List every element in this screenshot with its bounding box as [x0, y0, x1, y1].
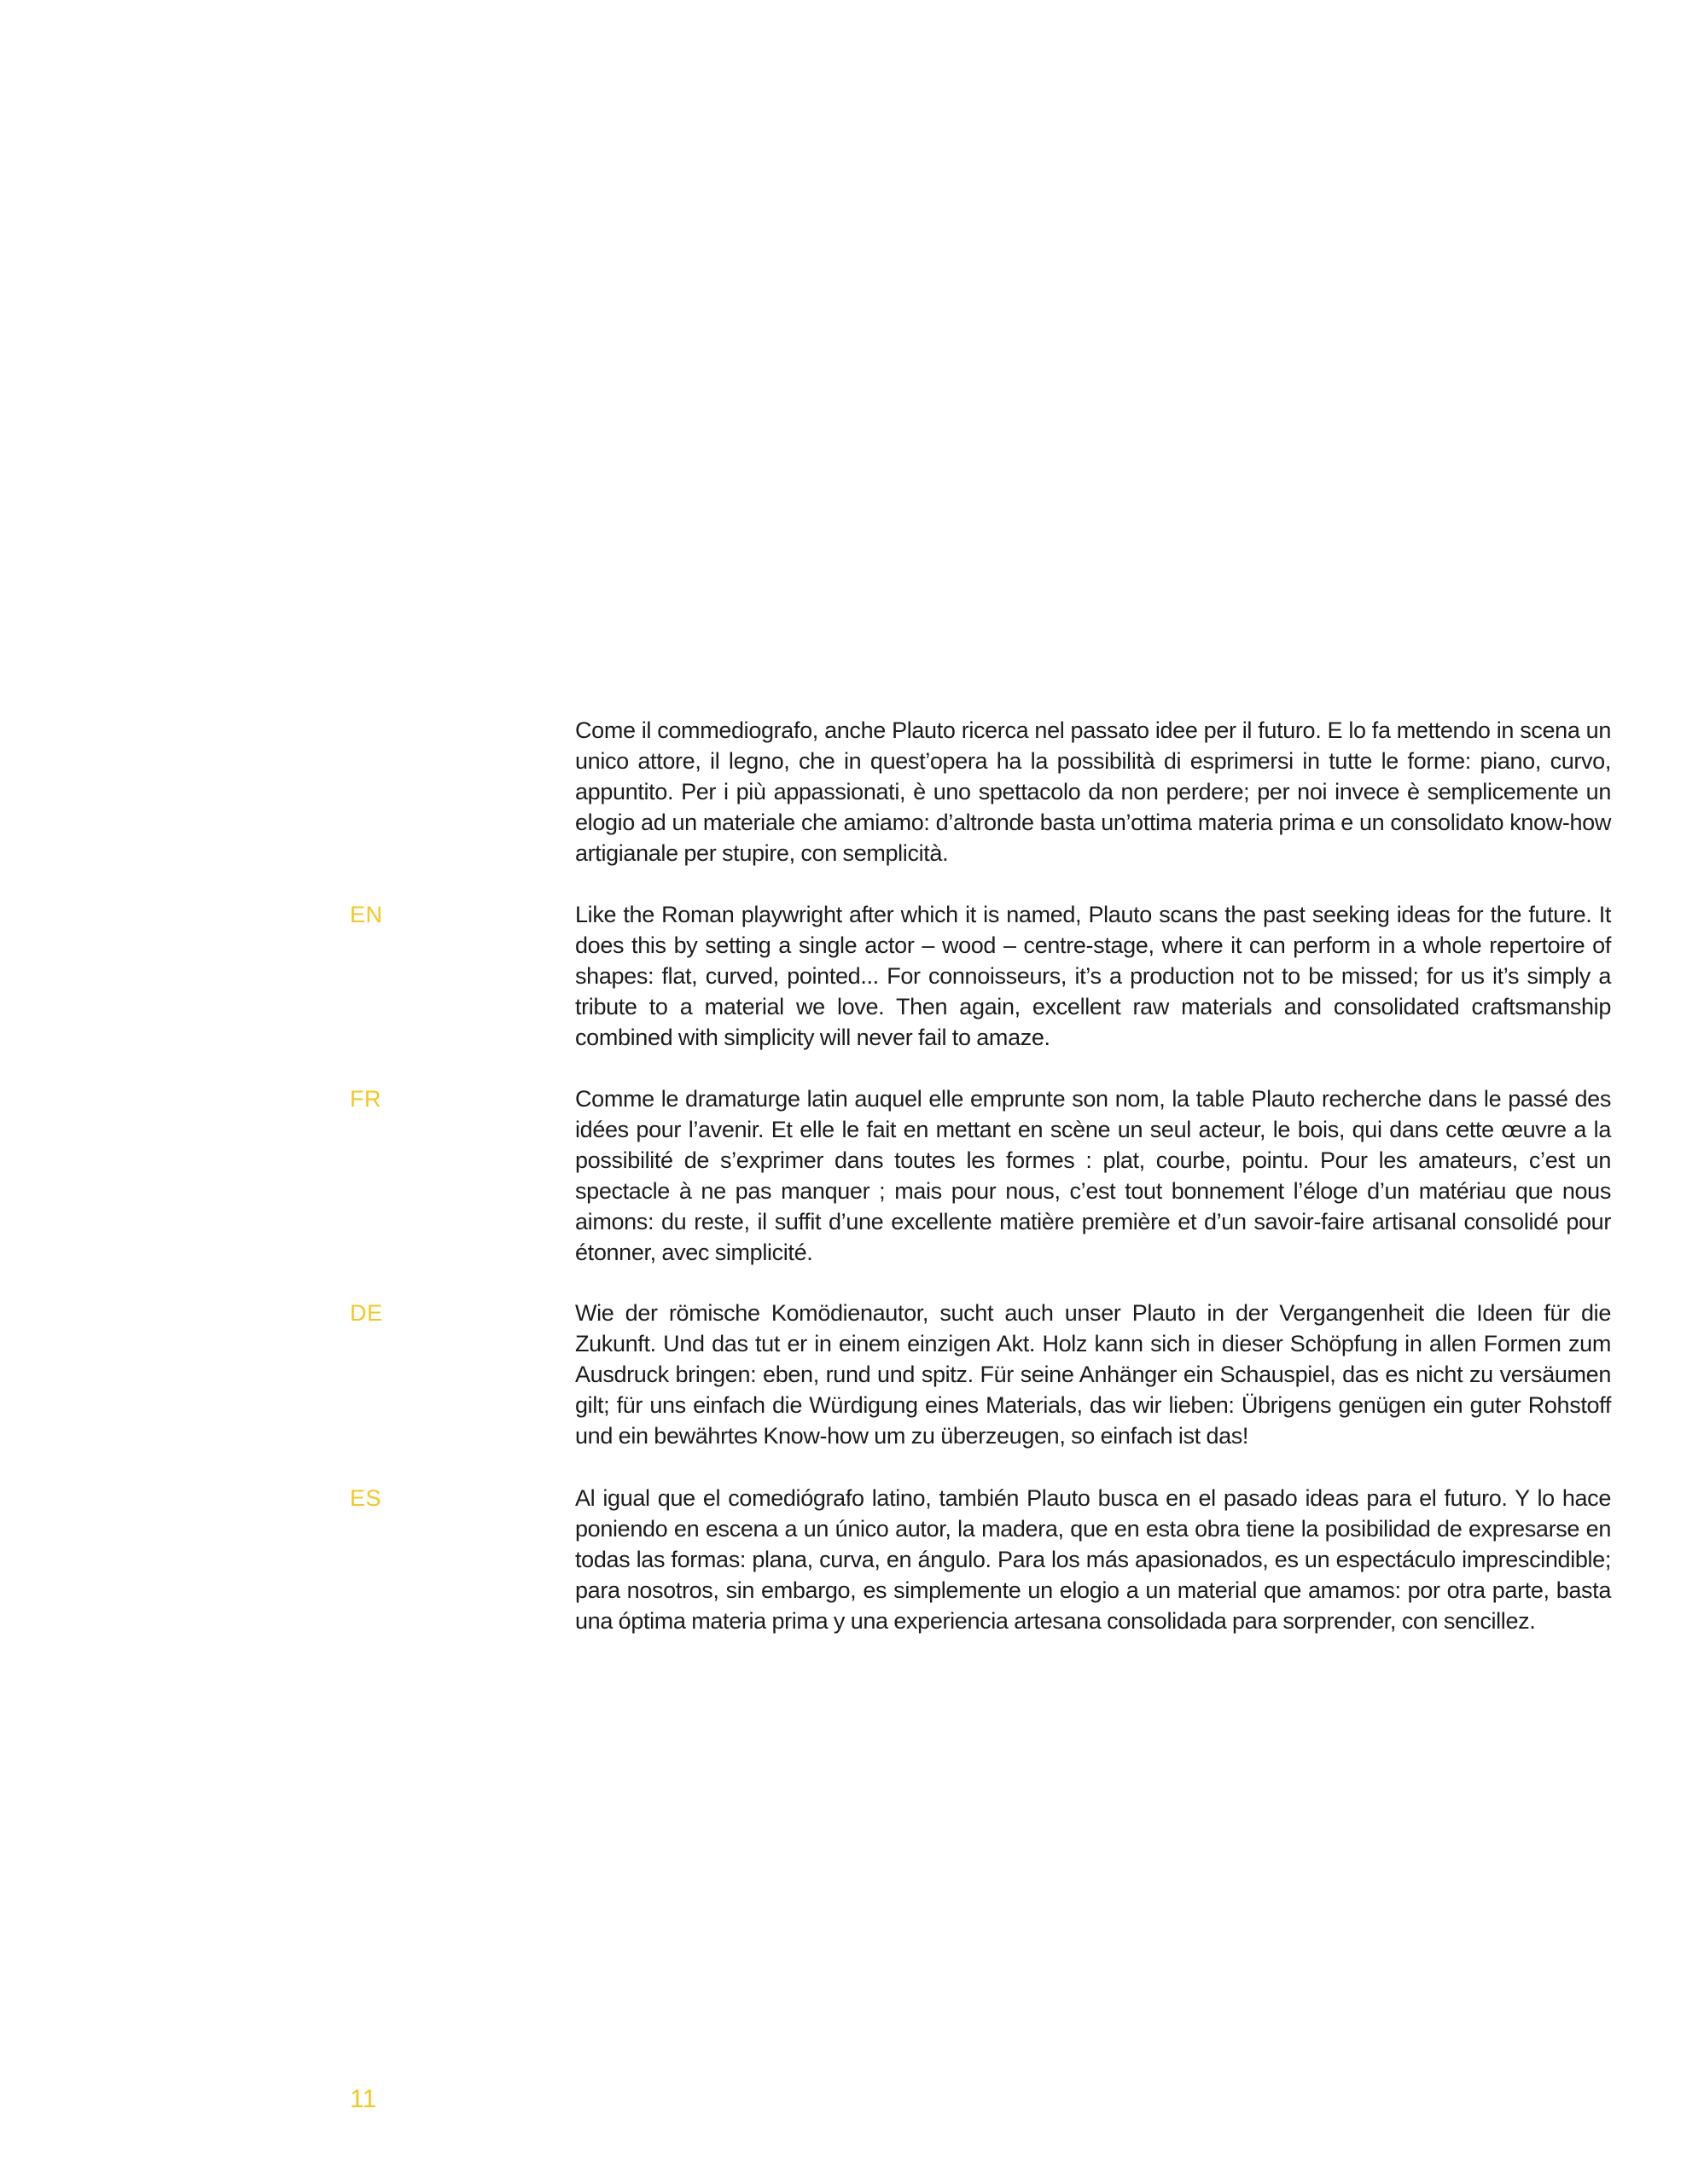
paragraph-spanish: Al igual que el comediógrafo latino, también Plauto busca en el pasado ideas para el futuro. Y lo hace poniendo en escena a un único autor, la madera, que en esta obra tiene la posibilidad de expresarse en todas las formas: plana, curva, en ángulo. Para los más apasionados, es un espectáculo imprescindible; para nosotros, sin embargo, es simplemente un elogio a un material que amamos: por otra parte, basta una óptima materia prima y una experiencia artesana consolidada para sorprender, con sencillez. — [575, 1485, 1611, 1634]
language-label-fr: FR — [350, 1086, 381, 1112]
language-label-es: ES — [350, 1485, 382, 1511]
paragraph-german: Wie der römische Komödienautor, sucht auch unser Plauto in der Vergangenheit die Ideen für die Zukunft. Und das tut er in einem einzigen Akt. Holz kann sich in dieser Schöpfung in allen Formen zum Ausdruck bringen: eben, rund und spitz. Für seine Anhänger ein Schauspiel, das es nicht zu versäumen gilt; für uns einfach die Würdigung eines Materials, das wir lieben: Übrigens genügen ein guter Rohstoff und ein bewährtes Know-how um zu überzeugen, so einfach ist das! — [575, 1300, 1611, 1449]
language-label-de: DE — [350, 1300, 383, 1326]
page-number: 11 — [350, 2085, 377, 2113]
paragraph-english: Like the Roman playwright after which it is named, Plauto scans the past seeking ideas for the future. It does this by setting a single actor – wood – centre-stage, where it can perform in a whole repertoire of shapes: flat, curved, pointed... For connoisseurs, it’s a production not to be missed; for us it’s simply a tribute to a material we love. Then again, excellent raw materials and consolidated craftsmanship combined with simplicity will never fail to amaze. — [575, 902, 1611, 1050]
paragraph-italian: Come il commediografo, anche Plauto ricerca nel passato idee per il futuro. E lo fa mettendo in scena un unico attore, il legno, che in quest’opera ha la possibilità di esprimersi in tutte le forme: piano, curvo, appuntito. Per i più appassionati, è uno spettacolo da non perdere; per noi invece è semplicemente un elogio ad un materiale che amiamo: d’altronde basta un’ottima materia prima e un consolidato know-how artigianale per stupire, con semplicità. — [575, 717, 1611, 866]
paragraph-french: Comme le dramaturge latin auquel elle emprunte son nom, la table Plauto recherche dans le passé des idées pour l’avenir. Et elle le fait en mettant en scène un seul acteur, le bois, qui dans cette œuvre a la possibilité de s’exprimer dans toutes les formes : plat, courbe, pointu. Pour les amateurs, c’est un spectacle à ne pas manquer ; mais pour nous, c’est tout bonnement l’éloge d’un matériau que nous aimons: du reste, il suffit d’une excellente matière première et d’un savoir-faire artisanal consolidé pour étonner, avec simplicité. — [575, 1086, 1611, 1265]
language-label-en: EN — [350, 902, 383, 927]
